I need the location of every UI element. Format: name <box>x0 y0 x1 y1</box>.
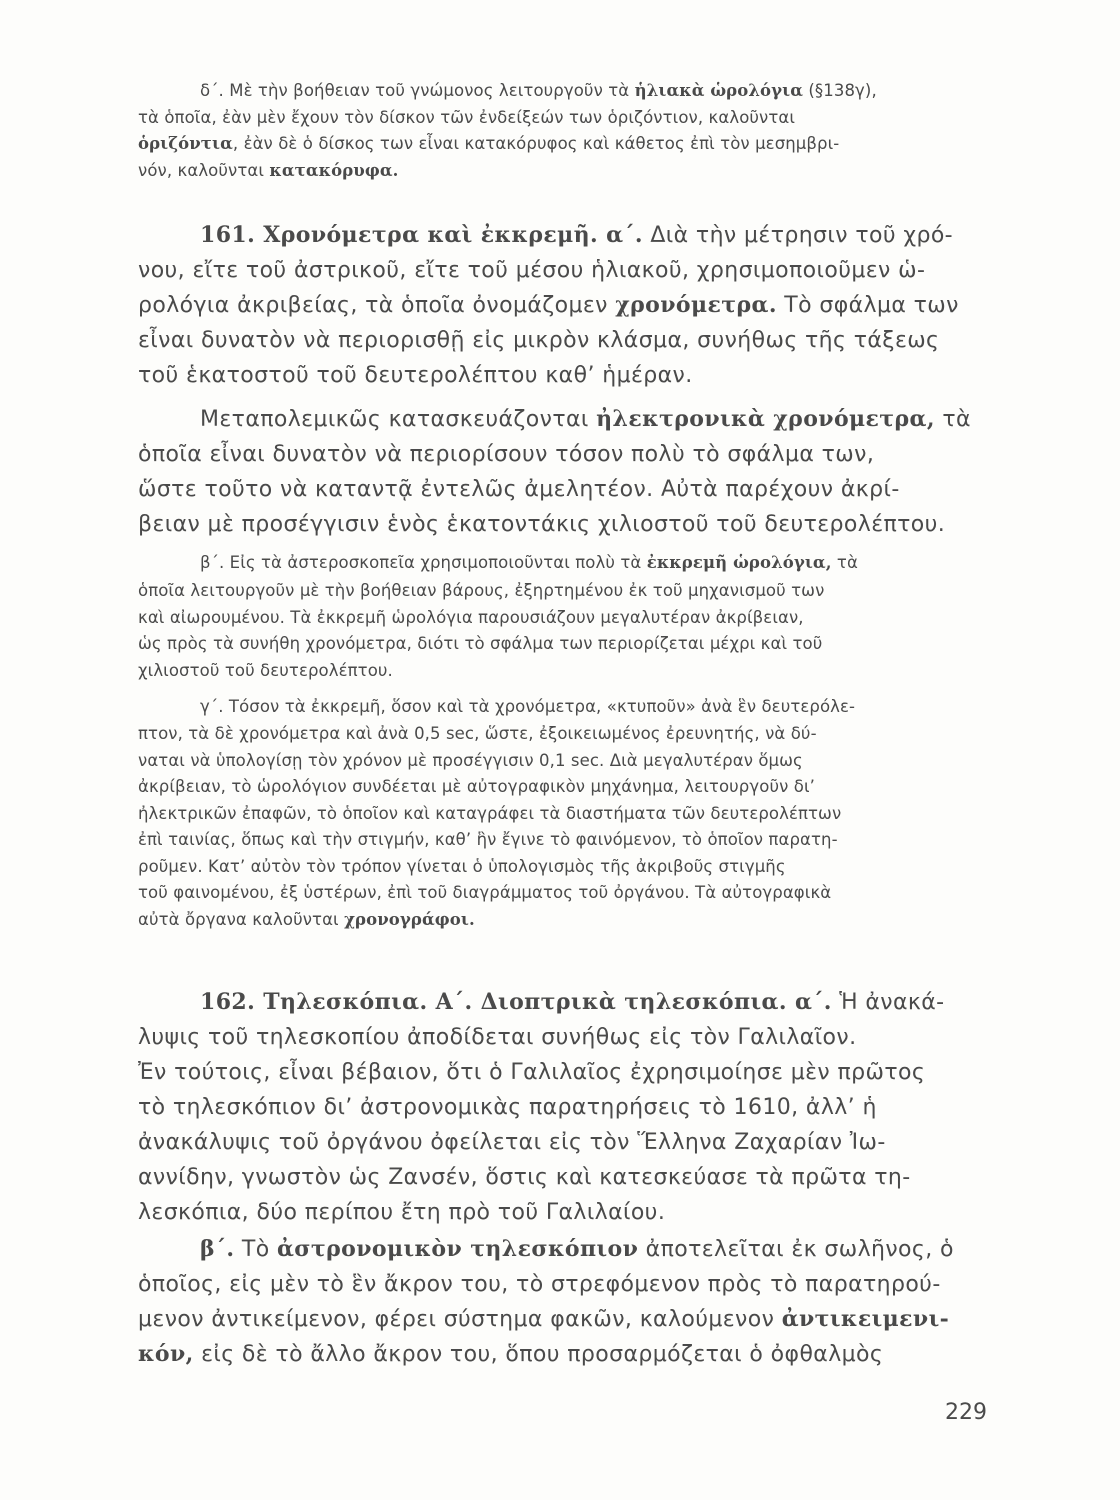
paragraph-electronic <box>138 437 1008 542</box>
text-line: ὡς πρὸς τὰ συνήθη χρονόμετρα, διότι τὸ σφάλμα των περιορίζεται μέχρι καὶ τοῦ <box>138 634 823 653</box>
paragraph-161-alpha <box>138 253 1008 393</box>
text-line: λεσκόπια, δύο περίπου ἔτη πρὸ τοῦ Γαλιλαίου. <box>138 1200 666 1225</box>
text-line: Μεταπολεμικῶς κατασκευάζονται ἠλεκτρονικὰ χρονόμετρα, τὰ <box>200 406 971 432</box>
text-line: κόν, εἰς δὲ τὸ ἄλλο ἄκρον του, ὅπου προσαρμόζεται ὁ ὀφθαλμὸς <box>138 1341 884 1367</box>
paragraph-162-beta-first <box>138 1232 1008 1267</box>
text-line: ναται νὰ ὑπολογίσῃ τὸν χρόνον μὲ προσέγγισιν 0,1 sec. Διὰ μεγαλυτέραν ὅμως <box>138 750 803 770</box>
section-162-title: 162. Τηλεσκόπια. Α΄. Διοπτρικὰ τηλεσκόπια. α΄. <box>200 989 832 1015</box>
paragraph-161-gamma <box>138 721 1008 933</box>
text-line: χιλιοστοῦ τοῦ δευτερολέπτου. <box>138 660 393 680</box>
text-line: ἀκρίβειαν, τὸ ὡρολόγιον συνδέεται μὲ αὐτογραφικὸν μηχάνημα, λειτουργοῦν δι’ <box>138 777 815 796</box>
text-line: β΄. Τὸ ἀστρονομικὸν τηλεσκόπιον ἀποτελεῖται ἐκ σωλῆνος, ὁ <box>200 1236 954 1262</box>
text-line: τὰ ὁποῖα, ἐὰν μὲν ἔχουν τὸν δίσκον τῶν ἐνδείξεών των ὁριζόντιον, καλοῦνται <box>138 107 796 127</box>
section-161-title: 161. Χρονόμετρα καὶ ἐκκρεμῆ. α΄. <box>200 222 643 248</box>
text-line: Ἐν τούτοις, εἶναι βέβαιον, ὅτι ὁ Γαλιλαῖος ἐχρησιμοίησε μὲν πρῶτος <box>138 1060 926 1085</box>
text-line: 162. Τηλεσκόπια. Α΄. Διοπτρικὰ τηλεσκόπια. α΄. Ἡ ἀνακά- <box>200 989 945 1015</box>
page-number: 229 <box>945 1400 987 1425</box>
paragraph-162-alpha <box>138 1020 1008 1230</box>
text-line: μενον ἀντικείμενον, φέρει σύστημα φακῶν, καλούμενον ἀντικειμενι- <box>138 1306 950 1332</box>
text-line: β΄. Εἰς τὰ ἀστεροσκοπεῖα χρησιμοποιοῦνται πολὺ τὰ ἐκκρεμῆ ὡρολόγια, τὰ <box>200 553 858 572</box>
text-line: ροῦμεν. Κατ’ αὐτὸν τὸν τρόπον γίνεται ὁ ὑπολογισμὸς τῆς ἀκριβοῦς στιγμῆς <box>138 856 786 876</box>
paragraph-delta <box>138 78 1070 105</box>
text-line: νόν, καλοῦνται κατακόρυφα. <box>138 160 399 180</box>
paragraph-161-gamma-first <box>138 694 1008 721</box>
text-line: τοῦ ἑκατοστοῦ τοῦ δευτερολέπτου καθ’ ἡμέραν. <box>138 363 693 388</box>
text-line: αὐτὰ ὄργανα καλοῦνται χρονογράφοι. <box>138 909 475 929</box>
paragraph-electronic-first <box>138 402 1008 437</box>
text-line: 161. Χρονόμετρα καὶ ἐκκρεμῆ. α΄. Διὰ τὴν μέτρησιν τοῦ χρό- <box>200 222 954 248</box>
text-line: ἐπὶ ταινίας, ὅπως καὶ τὴν στιγμήν, καθ’ ἣν ἔγινε τὸ φαινόμενον, τὸ ὁποῖον παρατη- <box>138 830 838 849</box>
text-line: νου, εἴτε τοῦ ἀστρικοῦ, εἴτε τοῦ μέσου ἡλιακοῦ, χρησιμοποιοῦμεν ὡ- <box>138 258 926 283</box>
text-line: ὁποῖα εἶναι δυνατὸν νὰ περιορίσουν τόσον πολὺ τὸ σφάλμα των, <box>138 442 875 467</box>
text-line: τοῦ φαινομένου, ἐξ ὑστέρων, ἐπὶ τοῦ διαγράμματος τοῦ ὀργάνου. Τὰ αὐτογραφικὰ <box>138 883 832 902</box>
paragraph-161-beta <box>138 578 1008 684</box>
text-line: ὁποῖα λειτουργοῦν μὲ τὴν βοήθειαν βάρους, ἐξηρτημένου ἐκ τοῦ μηχανισμοῦ των <box>138 581 825 600</box>
text-line: ἀνακάλυψις τοῦ ὀργάνου ὀφείλεται εἰς τὸν Ἕλληνα Ζαχαρίαν Ἰω- <box>138 1130 886 1155</box>
paragraph-162-beta <box>138 1267 1008 1372</box>
text-line: γ΄. Τόσον τὰ ἐκκρεμῆ, ὅσον καὶ τὰ χρονόμετρα, «κτυποῦν» ἀνὰ ἓν δευτερόλε- <box>200 697 856 716</box>
text-line: ἠλεκτρικῶν ἐπαφῶν, τὸ ὁποῖον καὶ καταγράφει τὰ διαστήματα τῶν δευτερολέπτων <box>138 803 842 823</box>
text-line: αννίδην, γνωστὸν ὡς Ζανσέν, ὅστις καὶ κατεσκεύασε τὰ πρῶτα τη- <box>138 1165 911 1190</box>
text-line: βειαν μὲ προσέγγισιν ἑνὸς ἑκατοντάκις χιλιοστοῦ τοῦ δευτερολέπτου. <box>138 512 946 537</box>
text-line: ὁριζόντια, ἐὰν δὲ ὁ δίσκος των εἶναι κατακόρυφος καὶ κάθετος ἐπὶ τὸν μεσημβρι- <box>138 134 840 153</box>
text-line: καὶ αἰωρουμένου. Τὰ ἐκκρεμῆ ὡρολόγια παρουσιάζουν μεγαλυτέραν ἀκρίβειαν, <box>138 607 804 627</box>
section-162-heading-line <box>138 985 1008 1020</box>
text-line: δ΄. Μὲ τὴν βοήθειαν τοῦ γνώμονος λειτουργοῦν τὰ ἡλιακὰ ὡρολόγια (§138γ), <box>200 81 877 100</box>
text-line: ρολόγια ἀκριβείας, τὰ ὁποῖα ὀνομάζομεν χρονόμετρα. Τὸ σφάλμα των <box>138 292 959 318</box>
text-line: εἶναι δυνατὸν νὰ περιορισθῇ εἰς μικρὸν κλάσμα, συνήθως τῆς τάξεως <box>138 328 940 353</box>
paragraph-161-beta-first <box>138 550 1008 577</box>
text-line: πτον, τὰ δὲ χρονόμετρα καὶ ἀνὰ 0,5 sec, ὥστε, ἐξοικειωμένος ἐρευνητής, νὰ δύ- <box>138 724 817 743</box>
paragraph-delta-cont <box>138 105 1008 185</box>
text-line: ὥστε τοῦτο νὰ καταντᾷ ἐντελῶς ἀμελητέον. Αὐτὰ παρέχουν ἀκρί- <box>138 477 900 502</box>
text-line: ὁποῖος, εἰς μὲν τὸ ἓν ἄκρον του, τὸ στρεφόμενον πρὸς τὸ παρατηρού- <box>138 1272 941 1297</box>
text-line: λυψις τοῦ τηλεσκοπίου ἀποδίδεται συνήθως εἰς τὸν Γαλιλαῖον. <box>138 1025 857 1050</box>
section-161-heading-line <box>138 218 1008 253</box>
text-line: τὸ τηλεσκόπιον δι’ ἀστρονομικὰς παρατηρήσεις τὸ 1610, ἀλλ’ ἡ <box>138 1095 877 1120</box>
